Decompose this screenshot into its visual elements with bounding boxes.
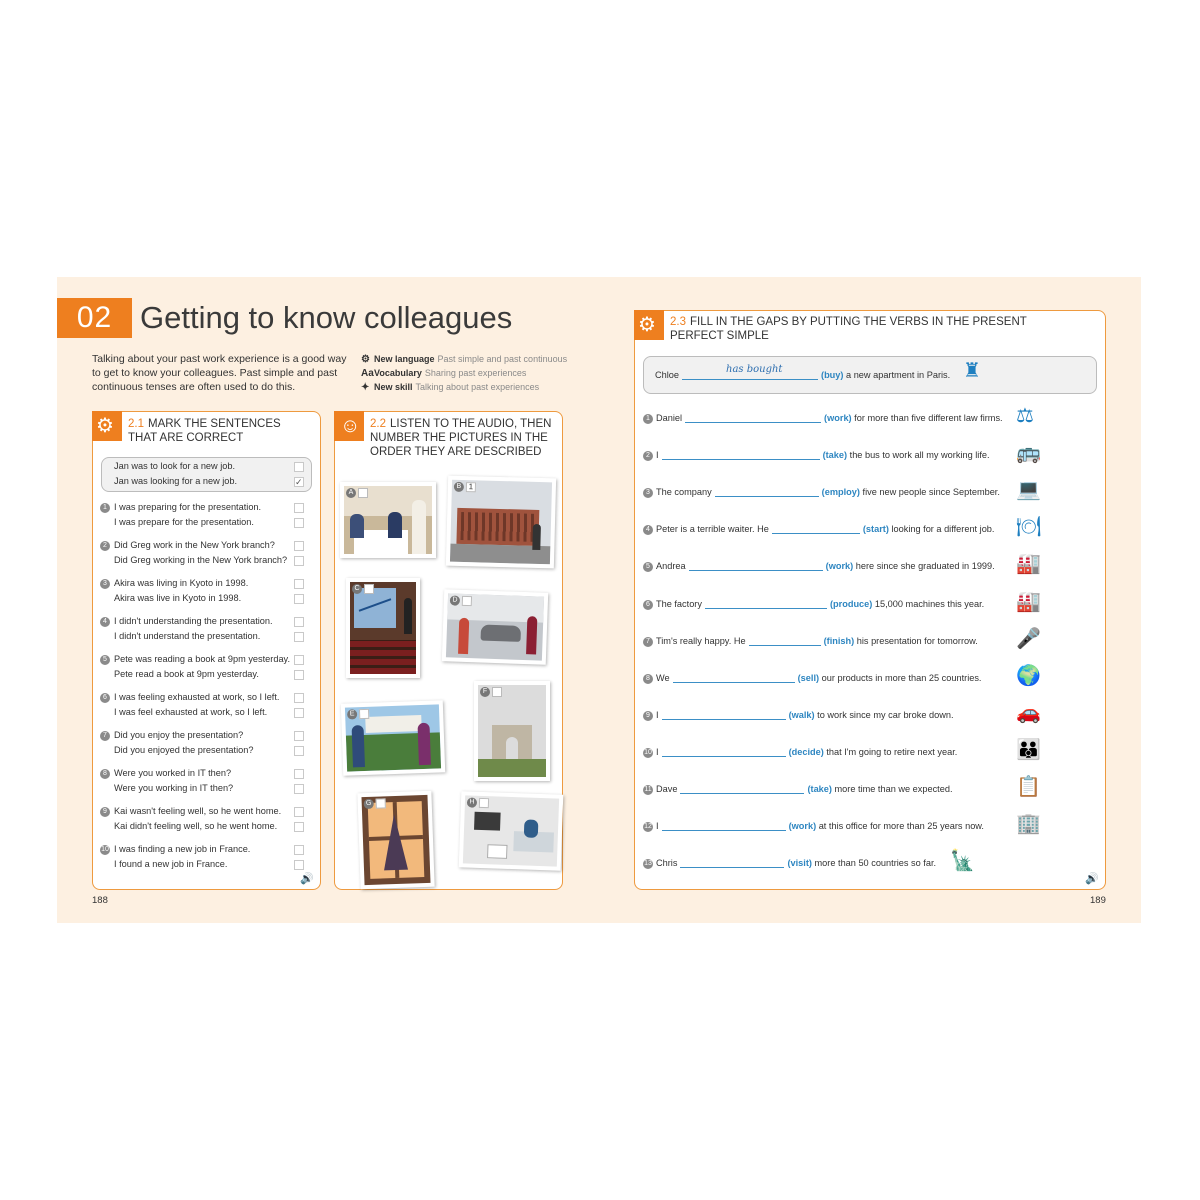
answer-checkbox[interactable]	[294, 822, 304, 832]
answer-checkbox[interactable]	[294, 579, 304, 589]
example-gap-row: Chloe has bought (buy) a new apartment in Paris.	[655, 364, 951, 380]
answer-blank[interactable]	[772, 524, 860, 534]
gap-sentence: The company (employ) five new people since September.	[656, 487, 1000, 498]
speaker-icon[interactable]: 🔊	[300, 873, 314, 885]
gap-sentence: Chris (visit) more than 50 countries so far.	[656, 858, 937, 869]
item-number: 2	[643, 451, 653, 461]
sentence-option-a: Did you enjoy the presentation?	[114, 730, 244, 740]
illustration-icon: ⚖	[1016, 405, 1034, 427]
answer-blank[interactable]	[689, 561, 823, 571]
answer-blank[interactable]	[680, 858, 784, 868]
item-number: 6	[100, 693, 110, 703]
illustration-icon: 📋	[1016, 776, 1041, 798]
item-number: 9	[100, 807, 110, 817]
answer-blank[interactable]	[705, 599, 827, 609]
item-number: 8	[100, 769, 110, 779]
sentence-option-b: Were you working in IT then?	[114, 783, 234, 793]
sentence-option-a: I was finding a new job in France.	[114, 844, 251, 854]
picture-h-living-room: H	[459, 791, 564, 871]
item-number: 2	[100, 541, 110, 551]
item-number: 11	[644, 786, 652, 793]
answer-checkbox[interactable]	[294, 845, 304, 855]
gap-sentence: We (sell) our products in more than 25 countries.	[656, 672, 982, 683]
illustration-icon: 🏢	[1016, 813, 1041, 836]
meta-new-skill: ✦ New skill Talking about past experiences	[361, 382, 540, 393]
illustration-icon: 🌍	[1016, 664, 1041, 687]
meta-vocabulary: AaVocabulary Sharing past experiences	[361, 368, 527, 379]
answer-checkbox[interactable]	[294, 594, 304, 604]
gap-sentence: Andrea (work) here since she graduated in 1999.	[656, 561, 995, 572]
answer-blank[interactable]	[685, 413, 821, 423]
item-number: 12	[644, 823, 652, 831]
answer-checkbox[interactable]	[294, 784, 304, 794]
item-number: 6	[643, 600, 653, 610]
sentence-option-a: Pete was reading a book at 9pm yesterday.	[114, 654, 291, 664]
example-sentence-b: Jan was looking for a new job.	[114, 476, 238, 486]
item-number: 3	[100, 579, 110, 589]
answer-checkbox[interactable]	[294, 632, 304, 642]
sentence-option-b: Kai didn't feeling well, so he went home.	[114, 821, 278, 831]
speaker-icon[interactable]: 🔊	[1085, 873, 1099, 885]
item-number: 7	[643, 637, 653, 647]
picture-d-airport: D	[442, 589, 548, 665]
item-number: 13	[644, 860, 652, 868]
answer-blank[interactable]	[673, 673, 795, 683]
gear-icon: ⚙	[92, 411, 122, 441]
sentence-option-b: Did Greg working in the New York branch?	[114, 555, 288, 565]
picture-g-eiffel-window: G	[357, 791, 434, 890]
illustration-icon: 🏭	[1016, 590, 1041, 613]
gap-sentence: Daniel (work) for more than five different law firms.	[656, 413, 1003, 423]
sentence-option-b: I was prepare for the presentation.	[114, 517, 254, 527]
gap-sentence: Dave (take) more time than we expected.	[656, 784, 953, 794]
illustration-icon: 🏭	[1016, 553, 1041, 576]
answer-blank[interactable]	[662, 710, 786, 720]
example-checkbox-b[interactable]: ✓	[295, 477, 303, 487]
exercise-2-1-title: 2.1 MARK THE SENTENCES THAT ARE CORRECT	[128, 418, 281, 444]
answer-blank[interactable]	[662, 821, 786, 831]
answer-checkbox[interactable]	[294, 503, 304, 513]
answer-checkbox[interactable]	[294, 731, 304, 741]
answer-checkbox[interactable]	[294, 670, 304, 680]
sentence-option-a: Did Greg work in the New York branch?	[114, 540, 275, 550]
item-number: 5	[100, 655, 110, 665]
answer-checkbox[interactable]	[294, 769, 304, 779]
item-number: 5	[643, 562, 653, 572]
gap-sentence: I (walk) to work since my car broke down.	[656, 709, 954, 720]
sentence-option-b: Akira was live in Kyoto in 1998.	[114, 593, 242, 603]
picture-b-office-building: B 1	[446, 476, 556, 569]
example-answer: has bought	[726, 364, 783, 375]
illustration-icon: 🎤	[1016, 627, 1041, 650]
illustration-icon: 👪	[1016, 738, 1041, 761]
picture-f-arc-de-triomphe: F	[474, 681, 550, 781]
item-number: 1	[643, 414, 653, 424]
gap-sentence: Peter is a terrible waiter. He (start) looking for a different job.	[656, 524, 995, 535]
item-number: 1	[100, 503, 110, 513]
picture-e-tourists: E	[341, 700, 445, 776]
item-number: 10	[644, 748, 652, 756]
gap-sentence: Tim's really happy. He (finish) his presentation for tomorrow.	[656, 635, 978, 646]
exercise-2-2-title: 2.2 LISTEN TO THE AUDIO, THEN NUMBER THE PICTURES IN THE ORDER THEY ARE DESCRIBED	[370, 418, 552, 458]
answer-blank[interactable]	[662, 450, 820, 460]
sentence-option-b: Did you enjoyed the presentation?	[114, 745, 254, 755]
example-sentence-a: Jan was to look for a new job.	[114, 461, 236, 471]
answer-blank[interactable]	[715, 487, 819, 497]
item-number: 4	[100, 617, 110, 627]
gear-icon: ⚙	[634, 310, 664, 340]
sentence-option-a: I was preparing for the presentation.	[114, 502, 262, 512]
item-number: 8	[643, 674, 653, 684]
example-checkbox-a[interactable]	[294, 462, 304, 472]
item-number: 7	[100, 731, 110, 741]
listening-icon: ☺	[334, 411, 364, 441]
answer-checkbox[interactable]	[294, 693, 304, 703]
meta-new-language: ⚙ New language Past simple and past continuous	[361, 354, 568, 365]
exercise-2-3-title: 2.3 FILL IN THE GAPS BY PUTTING THE VERBS IN THE PRESENT PERFECT SIMPLE	[670, 316, 1027, 342]
page-number-left: 188	[92, 895, 108, 906]
answer-checkbox[interactable]	[294, 518, 304, 528]
sentence-option-b: I found a new job in France.	[114, 859, 228, 869]
gap-sentence: I (decide) that I'm going to retire next year.	[656, 746, 958, 757]
picture-a-restaurant: A	[340, 482, 436, 558]
answer-checkbox[interactable]	[294, 541, 304, 551]
chapter-number: 02	[57, 298, 132, 338]
eiffel-tower-icon: ♜	[963, 360, 981, 382]
illustration-icon: 🍽	[1016, 516, 1042, 539]
sentence-option-b: Pete read a book at 9pm yesterday.	[114, 669, 259, 679]
gap-sentence: The factory (produce) 15,000 machines this year.	[656, 598, 985, 609]
item-number: 9	[643, 711, 653, 721]
puzzle-icon: ✦	[361, 382, 370, 393]
illustration-icon: 🚌	[1016, 442, 1041, 465]
answer-checkbox[interactable]	[294, 860, 304, 870]
answer-blank[interactable]	[680, 784, 804, 794]
answer-checkbox[interactable]	[294, 617, 304, 627]
answer-checkbox[interactable]	[294, 746, 304, 756]
aa-icon: Aa	[361, 368, 374, 379]
sentence-option-a: Were you worked in IT then?	[114, 768, 232, 778]
picture-c-presentation: C	[346, 578, 420, 678]
gear-icon: ⚙	[361, 354, 370, 365]
answer-blank[interactable]	[749, 636, 821, 646]
sentence-option-b: I was feel exhausted at work, so I left.	[114, 707, 268, 717]
illustration-icon: 🗽	[950, 850, 975, 873]
intro-text: Talking about your past work experience is a good way to get to know your colleagues. Past simple and past continuous tenses are often used to do this.	[92, 353, 347, 393]
sentence-option-a: Kai wasn't feeling well, so he went home.	[114, 806, 282, 816]
item-number: 3	[643, 488, 653, 498]
answer-checkbox[interactable]	[294, 708, 304, 718]
gap-sentence: I (take) the bus to work all my working life.	[656, 450, 990, 461]
item-number: 10	[101, 846, 109, 853]
item-number: 4	[643, 525, 653, 535]
gap-sentence: I (work) at this office for more than 25 years now.	[656, 821, 984, 832]
answer-checkbox[interactable]	[294, 655, 304, 665]
illustration-icon: 💻	[1016, 479, 1041, 502]
sentence-option-a: Akira was living in Kyoto in 1998.	[114, 578, 249, 588]
illustration-icon: 🚗	[1016, 701, 1041, 724]
page-number-right: 189	[1090, 895, 1106, 906]
sentence-option-a: I was feeling exhausted at work, so I left.	[114, 692, 280, 702]
answer-checkbox[interactable]	[294, 556, 304, 566]
chapter-title: Getting to know colleagues	[140, 300, 513, 335]
answer-blank[interactable]	[662, 747, 786, 757]
sentence-option-a: I didn't understanding the presentation.	[114, 616, 273, 626]
answer-checkbox[interactable]	[294, 807, 304, 817]
sentence-option-b: I didn't understand the presentation.	[114, 631, 261, 641]
